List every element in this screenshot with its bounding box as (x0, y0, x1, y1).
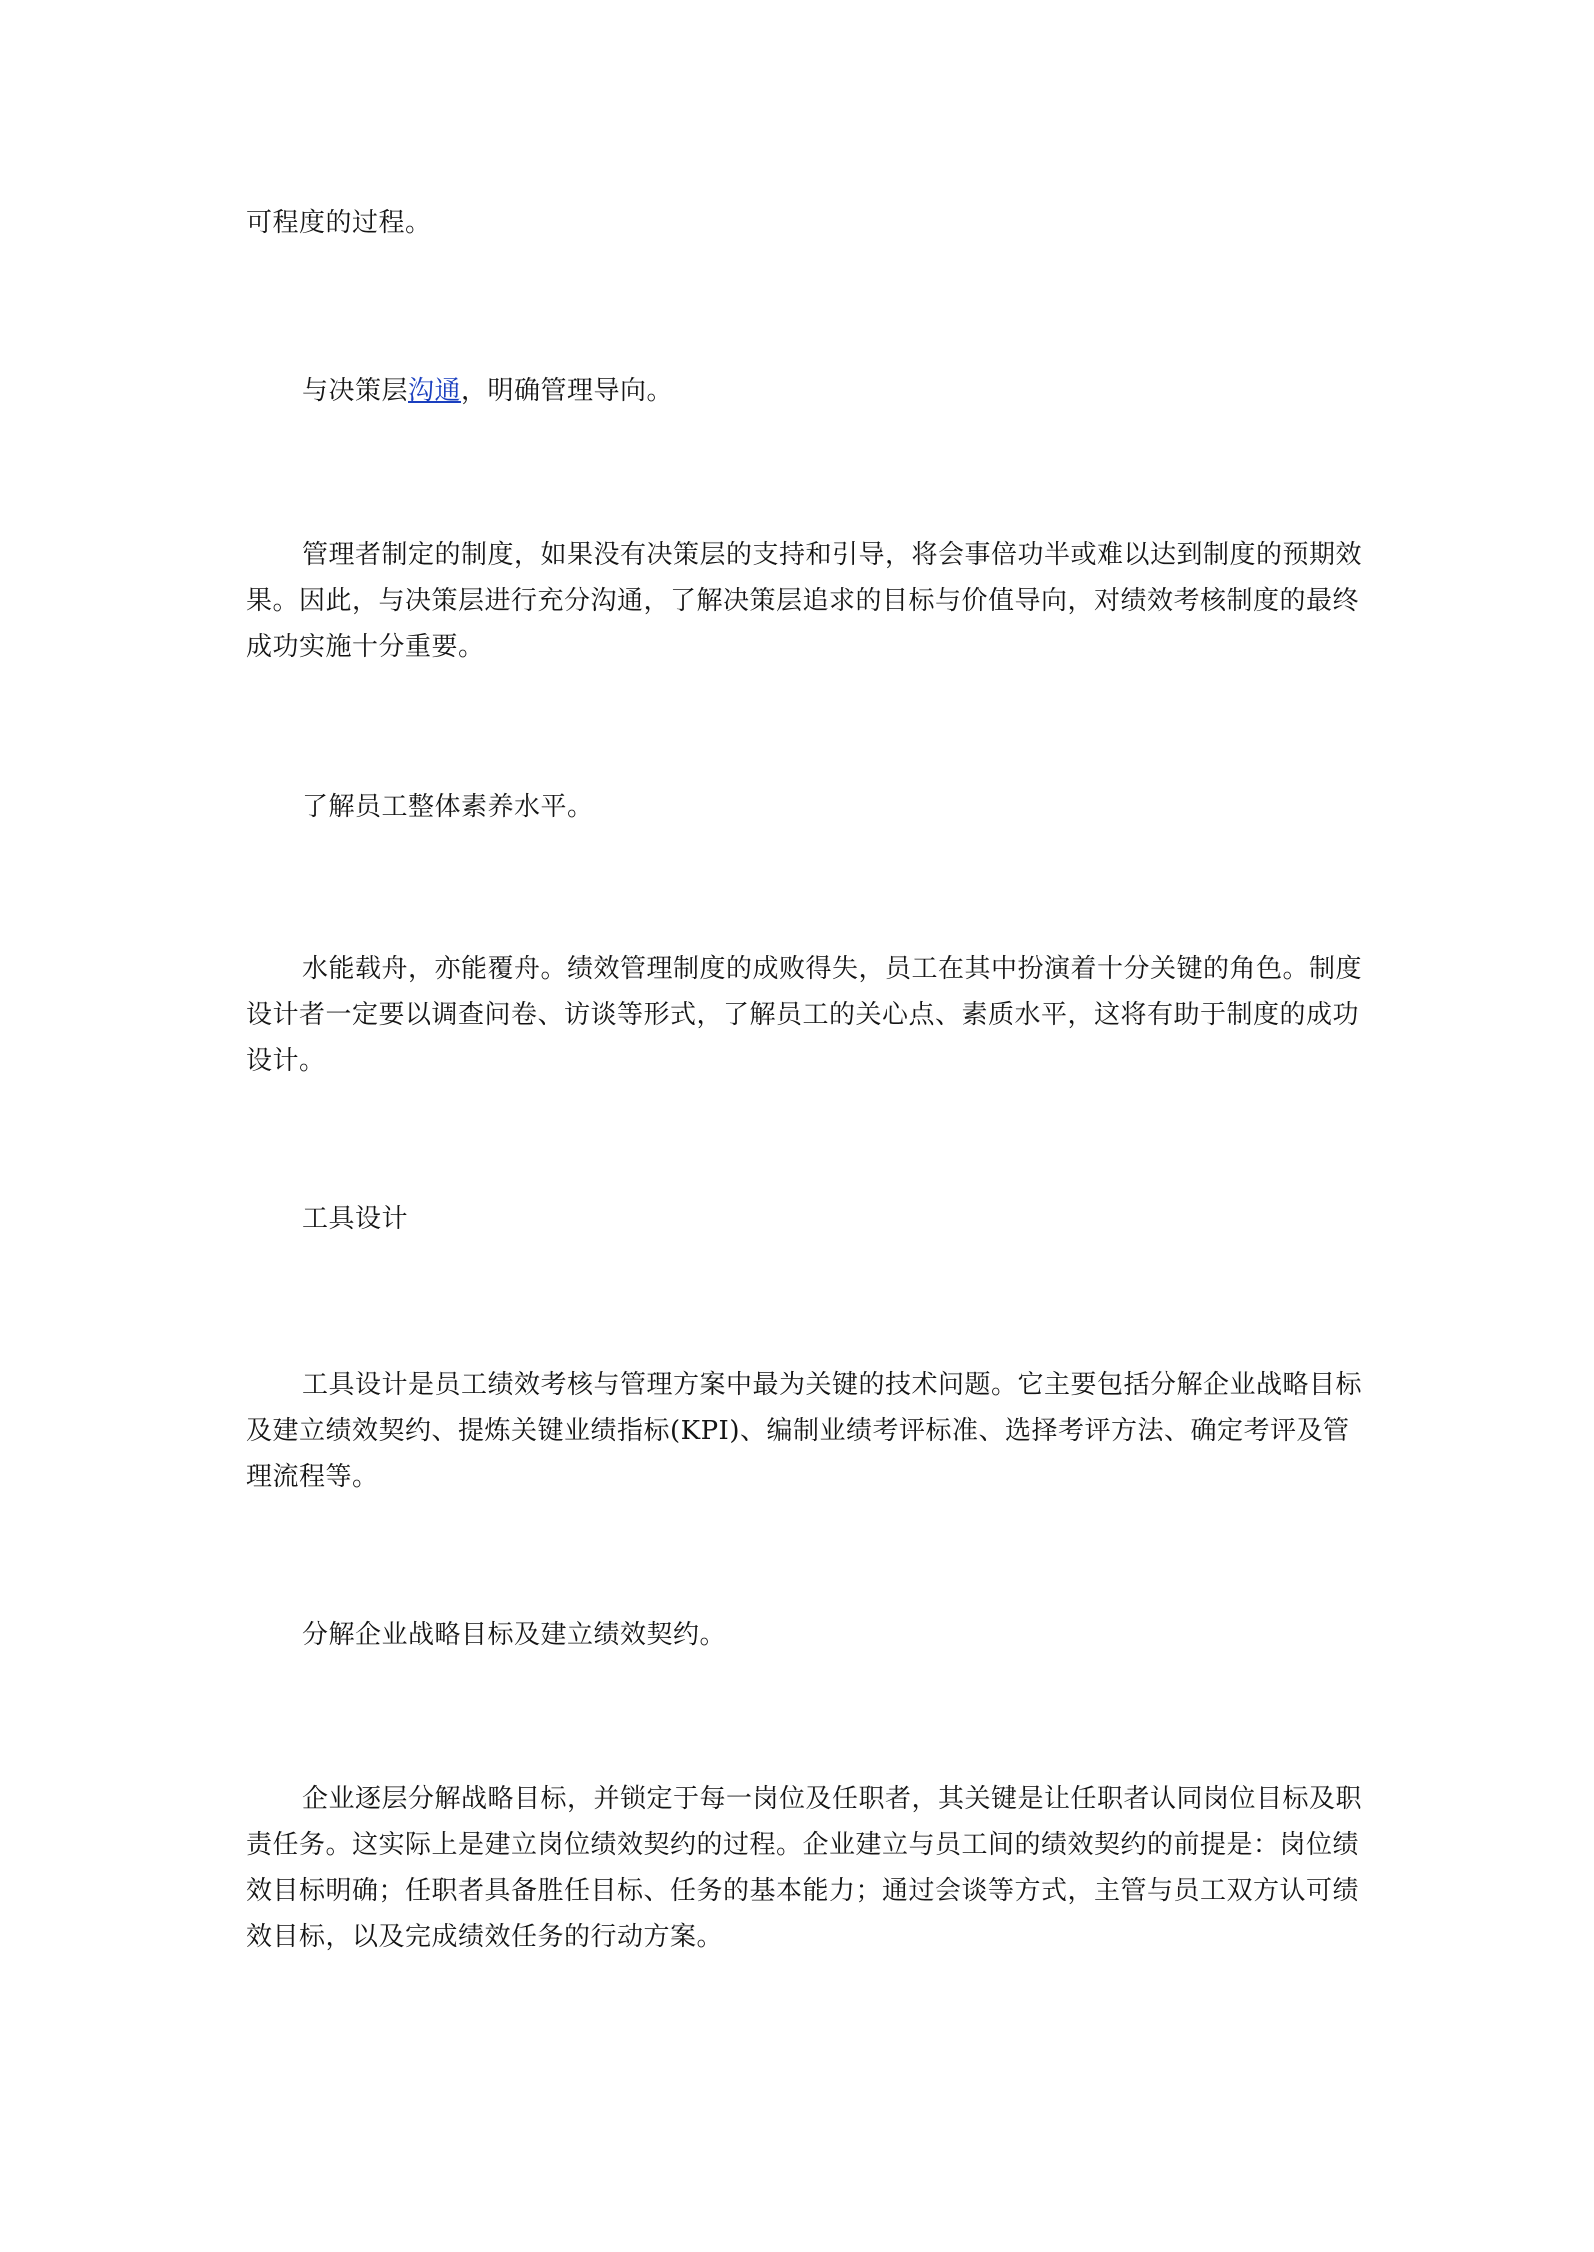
paragraph-performance-contract: 企业逐层分解战略目标，并锁定于每一岗位及任职者，其关键是让任职者认同岗位目标及职责任务。这实际上是建立岗位绩效契约的过程。企业建立与员工间的绩效契约的前提是：岗位绩效目标明确；任职者具备胜任目标、任务的基本能力；通过会谈等方式，主管与员工双方认可绩效目标，以及完成绩效任务的行动方案。 (246, 1784, 1363, 1952)
paragraph-communicate-with-decision-makers (246, 368, 1366, 414)
paragraph-employee-role: 水能载舟，亦能覆舟。绩效管理制度的成败得失，员工在其中扮演着十分关键的角色。制度设计者一定要以调查问卷、访谈等形式，了解员工的关心点、素质水平，这将有助于制度的成功设计。 (246, 954, 1363, 1076)
section-heading-tool-design: 工具设计 (302, 1204, 409, 1234)
paragraph-text-before-link: 与决策层 (302, 376, 409, 406)
paragraph-text-after-link: ，明确管理导向。 (461, 376, 674, 406)
paragraph-tool-design-description: 工具设计是员工绩效考核与管理方案中最为关键的技术问题。它主要包括分解企业战略目标及建立绩效契约、提炼关键业绩指标(KPI)、编制业绩考评标准、选择考评方法、确定考评及管理流程等。 (246, 1370, 1363, 1492)
paragraph-continuation: 可程度的过程。 (246, 208, 432, 238)
communication-link[interactable]: 沟通 (408, 376, 462, 406)
paragraph-decision-layer-support: 管理者制定的制度，如果没有决策层的支持和引导，将会事倍功半或难以达到制度的预期效果。因此，与决策层进行充分沟通，了解决策层追求的目标与价值导向，对绩效考核制度的最终成功实施十分重要。 (246, 540, 1363, 662)
paragraph-strategy-decomposition-heading: 分解企业战略目标及建立绩效契约。 (302, 1620, 727, 1650)
paragraph-employee-quality-heading: 了解员工整体素养水平。 (302, 792, 594, 822)
